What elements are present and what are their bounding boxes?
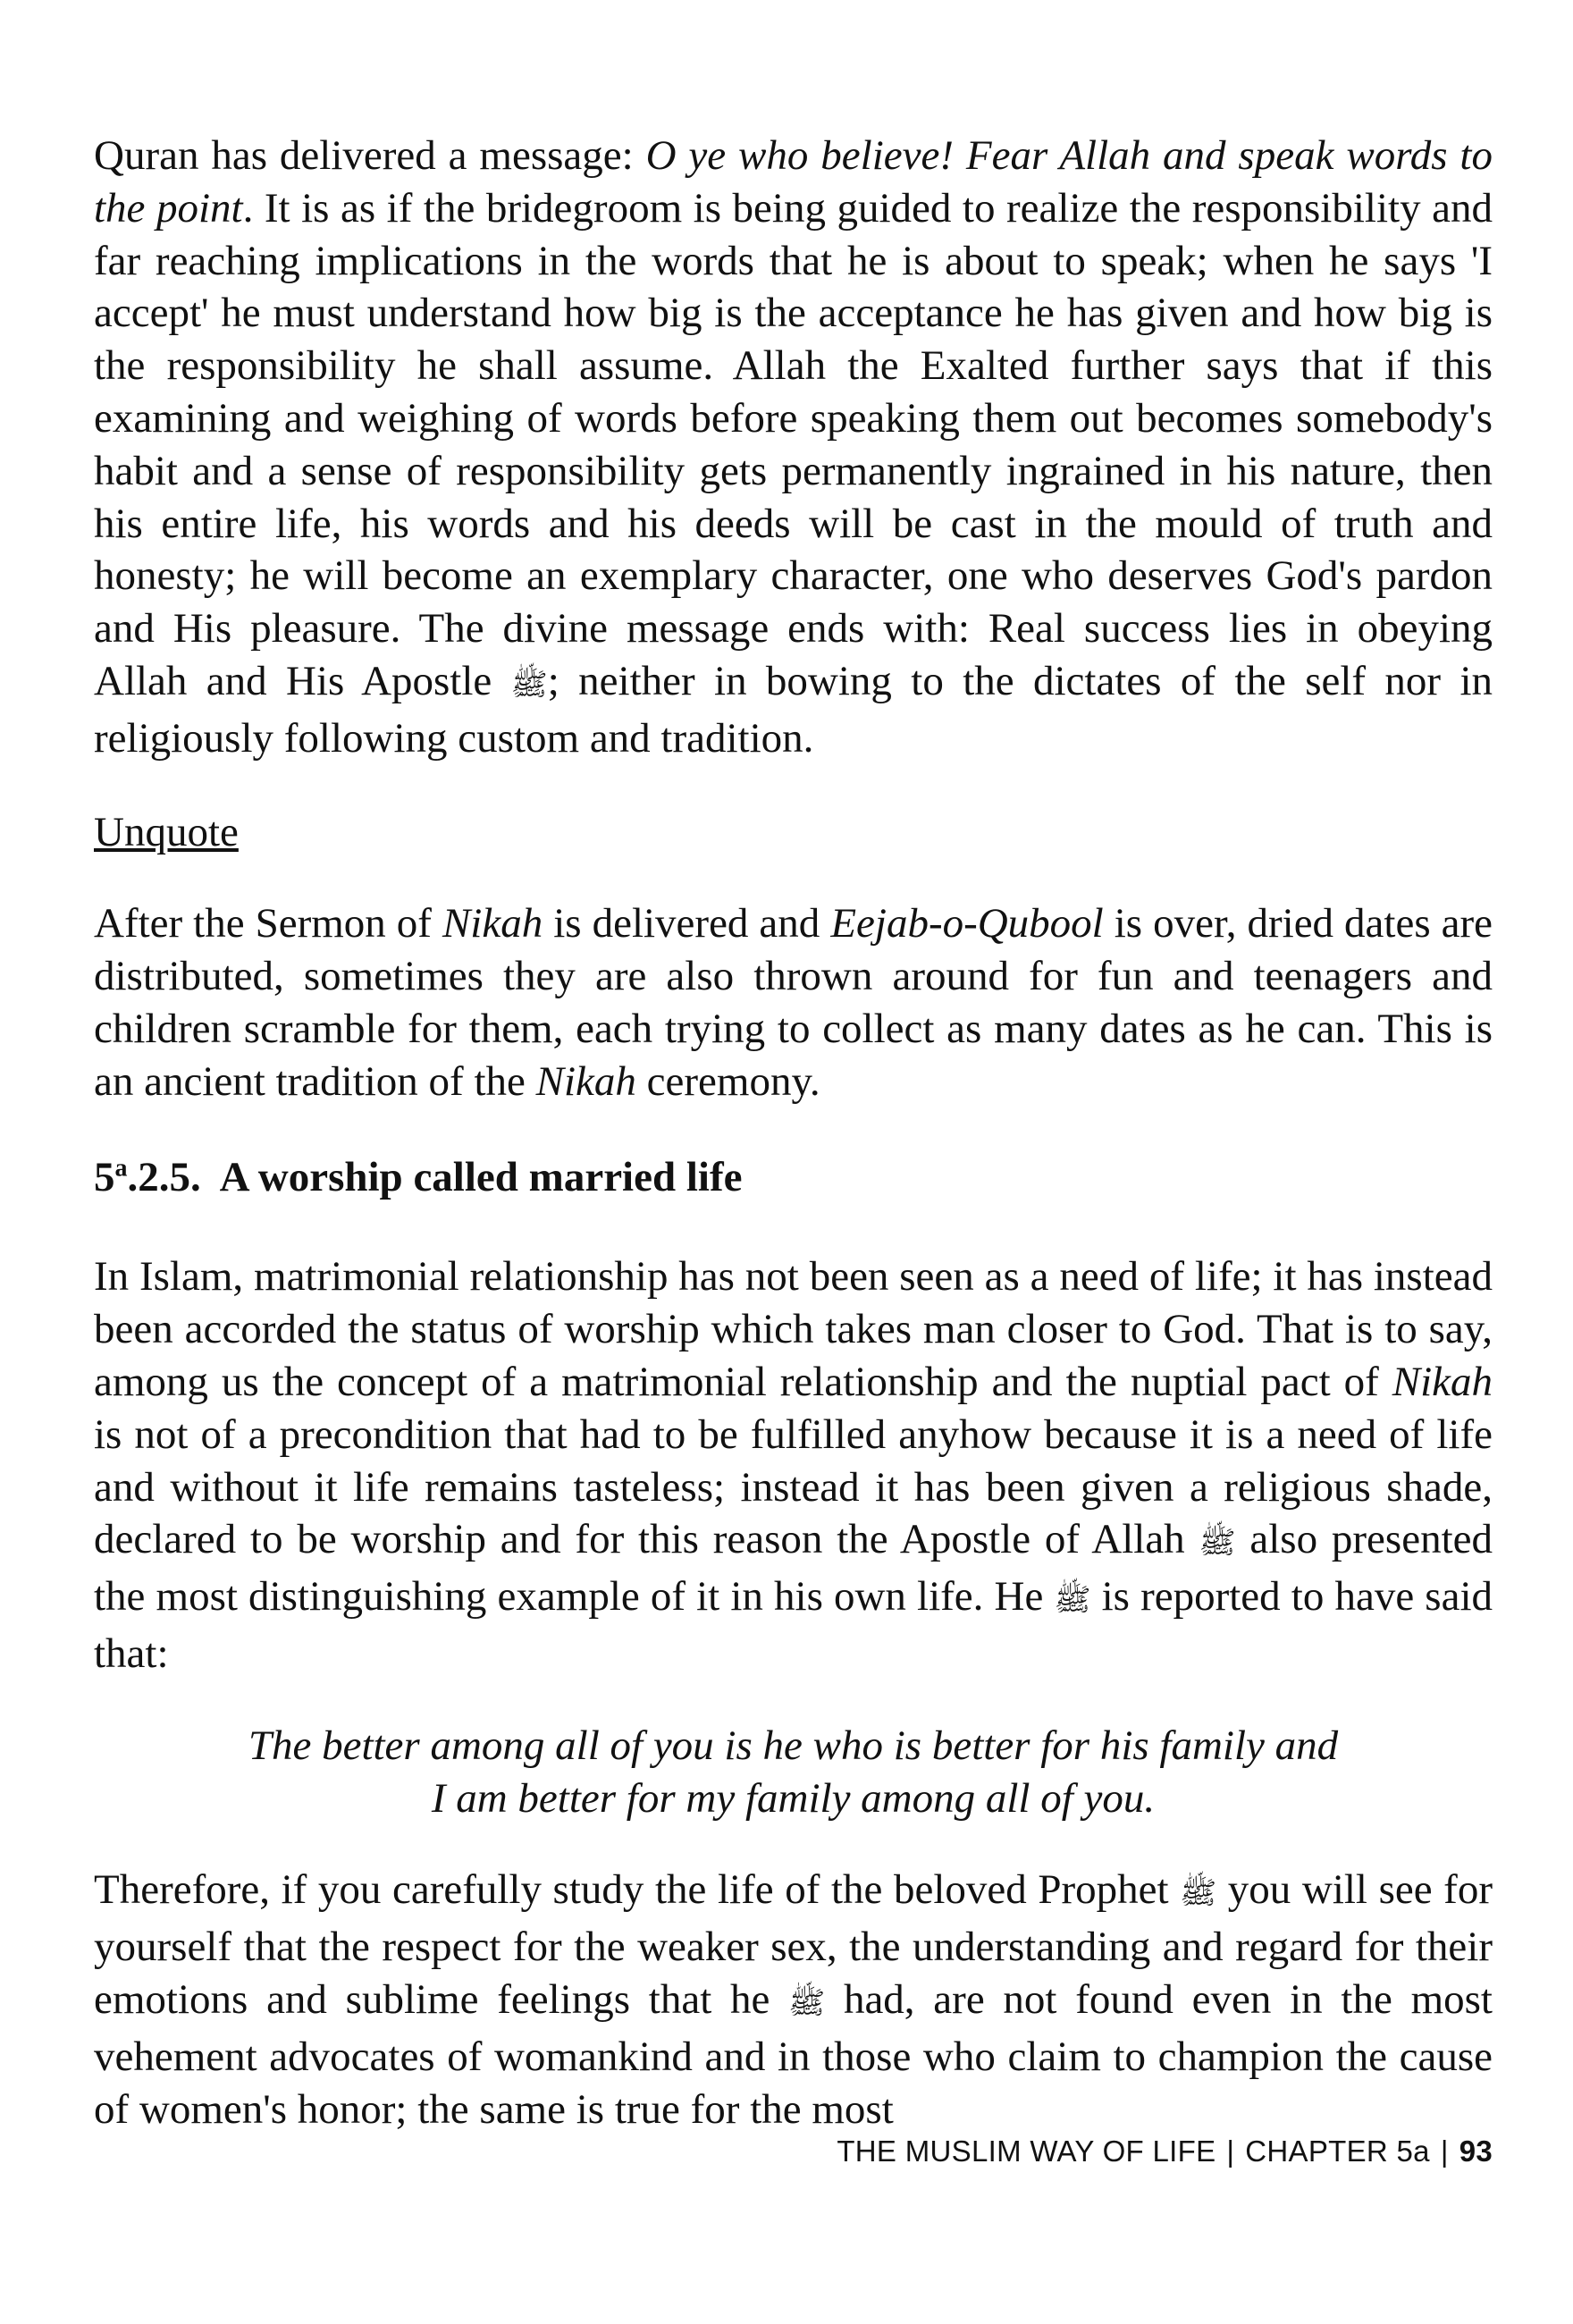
footer-separator: |: [1226, 2135, 1235, 2168]
paragraph-matrimony-worship: In Islam, matrimonial relationship has not been seen as a need of life; it has instead been accorded the status of worship which takes man closer to God. That is to say, among us the concept of a matrimonial relationship and the nuptial pact of Nikah is not of a precondition that had to be fulfilled anyhow because it is a need of life and without it life remains tasteless; instead it has been given a religious shade, declared to be worship and for this reason the Apostle of Allah ﷺ also presented the most distinguishing example of it in his own life. He ﷺ is reported to have said that:: [94, 1253, 1493, 1677]
unquote-label: Unquote: [94, 808, 239, 855]
salutation-glyph: ﷺ: [1054, 1584, 1091, 1618]
salutation-glyph: ﷺ: [1199, 1527, 1236, 1561]
paragraph-quran-message: Quran has delivered a message: O ye who believe! Fear Allah and speak words to the point. It is as if the bridegroom is being guided to realize the responsibility and far reaching implications in the words that he is about to speak; when he says 'I accept' he must understand how big is the acceptance he has given and how big is the responsibility he shall assume. Allah the Exalted further says that if this examining and weighing of words before speaking them out becomes somebody's habit and a sense of responsibility gets permanently ingrained in his nature, then his entire life, his words and his deeds will be cast in the mould of truth and honesty; he will become an exemplary character, one who deserves God's pardon and His pleasure. The divine message ends with: Real success lies in obeying Allah and His Apostle ﷺ; neither in bowing to the dictates of the self nor in religiously following custom and tradition.: [94, 132, 1493, 762]
hadith-line-1: The better among all of you is he who is better for his family and: [248, 1722, 1339, 1769]
page-body: [94, 130, 1493, 2135]
paragraph-dates-tradition: After the Sermon of Nikah is delivered and Eejab-o-Qubool is over, dried dates are distributed, sometimes they are also thrown around for fun and teenagers and children scramble for them, each trying to collect as many dates as he can. This is an ancient tradition of the Nikah ceremony.: [94, 900, 1493, 1105]
page-number: 93: [1459, 2135, 1493, 2168]
page-footer: [715, 2135, 1493, 2168]
hadith-quote: [94, 1720, 1493, 1825]
hadith-line-2: I am better for my family among all of you.: [431, 1774, 1156, 1822]
salutation-glyph: ﷺ: [788, 1986, 826, 2020]
footer-book-title: THE MUSLIM WAY OF LIFE: [837, 2135, 1216, 2168]
footer-chapter: CHAPTER 5a: [1245, 2135, 1430, 2168]
section-number: 5$^a$.2.5.: [94, 1153, 201, 1200]
salutation-glyph: ﷺ: [510, 668, 548, 702]
section-title: A worship called married life: [219, 1153, 743, 1200]
section-heading: [94, 1151, 1493, 1204]
quran-quote: O ye who believe! Fear Allah and speak words to the point: [94, 132, 1493, 232]
salutation-glyph: ﷺ: [1180, 1877, 1217, 1911]
footer-separator: |: [1440, 2135, 1449, 2168]
paragraph-prophet-example: Therefore, if you carefully study the life of the beloved Prophet ﷺ you will see for yourself that the respect for the weaker sex, the understanding and regard for their emotions and sublime feelings that he ﷺ had, are not found even in the most vehement advocates of womankind and in those who claim to champion the cause of women's honor; the same is true for the most: [94, 1866, 1493, 2133]
